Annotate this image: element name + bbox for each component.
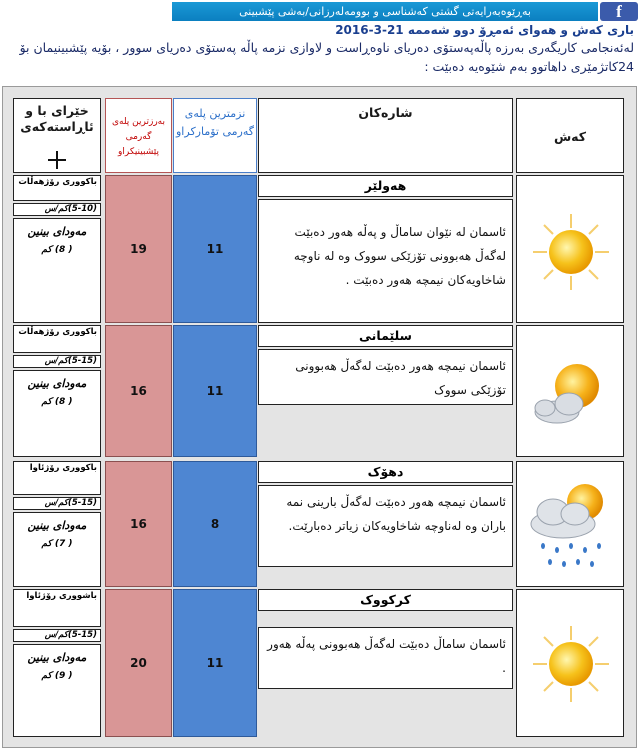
visibility-value: ( 8) کم — [41, 245, 73, 255]
partly-cloudy-icon — [527, 354, 617, 434]
forecast-table — [2, 86, 637, 748]
intro-text: لەئەنجامی کاریگەری بەرزە پاڵەپەستۆی دەریای ناوەڕاست و لاوازی نزمە پاڵە پەستۆی دەریای سوور ، بۆیە پێشبینیمان بۆ 24کاتژمێری داهاتوو بەم شێوەیە دەبێت : — [19, 40, 634, 74]
wind-direction: باشووری رۆژئاوا — [13, 589, 101, 627]
visibility-label: مەودای بینین — [27, 377, 87, 390]
visibility — [13, 218, 101, 323]
visibility — [13, 370, 101, 457]
min-temp-value: 11 — [173, 589, 257, 737]
visibility-label: مەودای بینین — [27, 225, 87, 238]
min-temp-value: 11 — [173, 325, 257, 457]
sun-icon — [531, 624, 611, 704]
city-name: کرکووک — [258, 589, 513, 611]
wind-direction: باکووری رۆژهەڵات — [13, 175, 101, 201]
weather-cell — [516, 175, 624, 323]
header-min-temp: نزمترین پلەی گەرمی تۆمارکراو — [173, 98, 257, 173]
wind-speed: (5-10)کم/س — [13, 203, 101, 216]
city-description: ئاسمان ساماڵ دەبێت لەگەڵ هەبوونی پەڵە هەور . — [258, 627, 513, 689]
visibility-label: مەودای بینین — [27, 519, 87, 532]
header-cities: شارەکان — [258, 98, 513, 173]
wind-direction: باکووری رۆژئاوا — [13, 461, 101, 495]
visibility — [13, 512, 101, 587]
sun-icon — [531, 212, 611, 292]
wind-direction: باکووری رۆژهەڵات — [13, 325, 101, 353]
max-temp-value: 16 — [105, 461, 172, 587]
min-temp-value: 11 — [173, 175, 257, 323]
max-temp-value: 16 — [105, 325, 172, 457]
max-temp-value: 20 — [105, 589, 172, 737]
header-weather: کەش — [516, 98, 624, 173]
city-name: دهۆک — [258, 461, 513, 483]
visibility-label: مەودای بینین — [27, 651, 87, 664]
header-wind-label: خێرای با و ئاڕاستەکەی — [20, 103, 94, 134]
header-wind — [13, 98, 101, 173]
visibility-value: ( 8) کم — [41, 397, 73, 407]
weather-cell — [516, 461, 624, 587]
weather-cell — [516, 589, 624, 737]
facebook-icon[interactable]: f — [600, 2, 638, 21]
wind-speed: (5-15)کم/س — [13, 355, 101, 368]
min-temp-value: 8 — [173, 461, 257, 587]
header-max-temp: بەرزترین پلەی گەرمی پێشبینیکراو — [105, 98, 172, 173]
city-name: سلێمانی — [258, 325, 513, 347]
plus-icon — [48, 151, 66, 169]
city-name: هەولێر — [258, 175, 513, 197]
visibility-value: ( 7) کم — [41, 539, 73, 549]
wind-speed: (5-15)کم/س — [13, 497, 101, 510]
visibility — [13, 644, 101, 737]
city-description: ئاسمان نیمچە هەور دەبێت لەگەڵ بارینی نمە باران وە لەناوچە شاخاویەکان زیاتر دەبارێت. — [258, 485, 513, 567]
header-banner: بەڕێوەبەرایەتی گشتی کەشناسی و بوومەلەرزانی/بەشی پێشبینی — [172, 2, 598, 21]
weather-cell — [516, 325, 624, 457]
date-title: باری کەش و هەوای ئەمڕۆ دوو شەممە 21-3-2016 — [335, 23, 634, 37]
city-description: ئاسمان نیمچە هەور دەبێت لەگەڵ هەبوونی تۆزێکی سووک — [258, 349, 513, 405]
wind-speed: (5-15)کم/س — [13, 629, 101, 642]
rain-cloud-icon — [523, 476, 618, 571]
city-description: ئاسمان لە نێوان ساماڵ و پەڵە هەور دەبێت لەگەڵ هەبوونی تۆزێکی سووک وە لە ناوچە شاخاویەکان نیمچە هەور دەبێت . — [258, 199, 513, 323]
max-temp-value: 19 — [105, 175, 172, 323]
visibility-value: ( 9) کم — [41, 671, 73, 681]
